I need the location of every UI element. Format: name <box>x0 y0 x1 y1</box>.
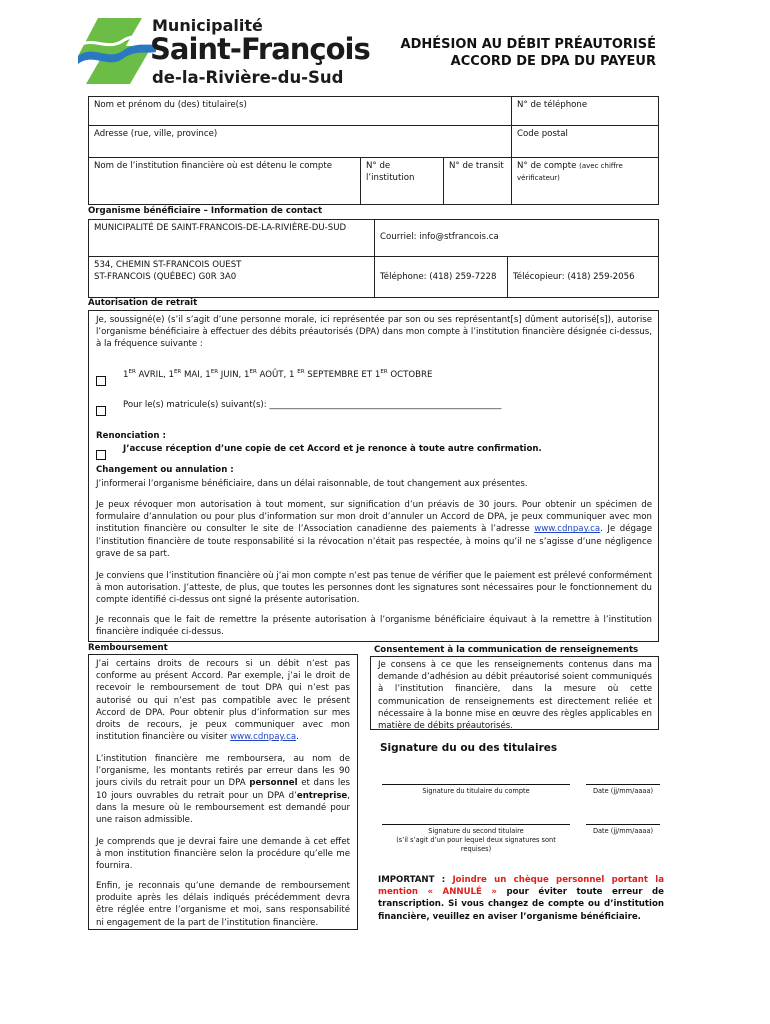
holder-address-label: Adresse (rue, ville, province) <box>94 129 218 139</box>
holder-address-field[interactable] <box>88 125 512 158</box>
not-held-paragraph: Je conviens que l’institution financière où j’ai mon compte n’est pas tenue de vérifier que le paiement est prélevé conformément à mon autorisation. J’atteste, de plus, que toutes les personnes dont les signatures sont nécessaires pour le fonctionnement du compte identifié ci-dessus ont signé la présente autorisation. <box>96 571 652 606</box>
signature-label-1: Signature du titulaire du compte <box>422 787 530 795</box>
signature-label-2: Signature du second titulaire (s’il s’agit d’un pour lequel deux signatures sont requises) <box>396 827 556 853</box>
date-line-1[interactable] <box>586 784 660 785</box>
logo-line-2: Saint-François <box>150 32 370 66</box>
matricule-field[interactable]: Pour le(s) matricule(s) suivant(s): ______________________________________________________ <box>123 400 502 410</box>
change-heading: Changement ou annulation : <box>96 465 234 475</box>
account-number-note: (avec chiffre vérificateur) <box>517 162 623 182</box>
refund-cdnpay-link[interactable]: www.cdnpay.ca <box>230 732 297 743</box>
title-line-2: ACCORD DE DPA DU PAYEUR <box>450 54 656 69</box>
consent-text: Je consens à ce que les renseignements contenus dans ma demande d’adhésion au débit préautorisé soient communiqués à l’institution financière, dans la mesure où cette communication de renseignements est directement reliée et nécessaire à la bonne mise en œuvre des règles applicables en matière de débits préautorisés. <box>378 660 652 732</box>
logo-emblem <box>74 16 158 86</box>
consent-heading: Consentement à la communication de renseignements <box>374 645 639 655</box>
holder-phone-label: N° de téléphone <box>517 100 588 110</box>
renunciation-checkbox[interactable] <box>96 444 106 463</box>
transit-number-label: N° de transit <box>449 161 504 171</box>
logo-line-1: Municipalité <box>152 16 263 35</box>
renunciation-text: J’accuse réception d’une copie de cet Accord et je renonce à toute autre confirmation. <box>123 444 542 454</box>
authorization-paragraph: Je, soussigné(e) (s’il s’agit d’une personne morale, ici représentée par son ou ses représentant[s] dûment autorisé[s]), autorise l’organisme bénéficiaire à effectuer des débits préautorisés (DPA) dans mon compte à l’institution financière désignée ci-dessus, à la fréquence suivante : <box>96 315 652 350</box>
beneficiary-address <box>88 256 375 298</box>
delivery-paragraph: Je reconnais que le fait de remettre la présente autorisation à l’organisme bénéficiaire équivaut à la remettre à l’institution financière indiquée ci-dessus. <box>96 615 652 638</box>
frequency-dates: 1ER AVRIL, 1ER MAI, 1ER JUIN, 1ER AOÛT, 1 $^{ER}$ SEPTEMBRE ET 1ER OCTOBRE <box>123 369 433 380</box>
logo-line-3: de-la-Rivière-du-Sud <box>152 68 344 87</box>
refund-paragraph-3: Je comprends que je devrai faire une demande à cet effet à mon institution financière selon la procédure qu’elle me fournira. <box>96 837 350 872</box>
change-text: J’informerai l’organisme bénéficiaire, dans un délai raisonnable, de tout changement aux présentes. <box>96 479 528 489</box>
beneficiary-address-line-2: ST-FRANCOIS (QUÉBEC) G0R 3A0 <box>94 272 237 282</box>
institution-number-label: N° de l’institution <box>366 161 415 183</box>
institution-name-field[interactable] <box>88 157 361 205</box>
institution-name-label: Nom de l’institution financière où est détenu le compte <box>94 161 332 171</box>
institution-number-field[interactable] <box>360 157 444 205</box>
holder-postal-label: Code postal <box>517 129 568 139</box>
refund-paragraph-2: L’institution financière me remboursera, au nom de l’organisme, les montants retirés par erreur dans les 90 jours civils du retrait pour un DPA personnel et dans les 10 jours ouvrables du retrait pour un DPA d’entreprise, dans la mesure où le remboursement est demandé pour une raison admissible. <box>96 754 350 826</box>
signature-line-1[interactable] <box>382 784 570 785</box>
page-title <box>360 36 656 70</box>
frequency-checkbox[interactable] <box>96 370 106 389</box>
beneficiary-name: MUNICIPALITÉ DE SAINT-FRANCOIS-DE-LA-RIVIÈRE-DU-SUD <box>88 219 375 257</box>
title-line-1: ADHÉSION AU DÉBIT PRÉAUTORISÉ <box>400 37 656 52</box>
holder-phone-field[interactable] <box>511 96 659 126</box>
refund-heading: Remboursement <box>88 643 168 653</box>
holder-name-label: Nom et prénom du (des) titulaire(s) <box>94 100 247 110</box>
refund-paragraph-1: J’ai certains droits de recours si un débit n’est pas conforme au présent Accord. Par exemple, j’ai le droit de recevoir le remboursement de tout DPA qui n’est pas autorisé ou qui n’est pas compatible avec le présent Accord de DPA. Pour obtenir plus d’information sur mes droits de recours, je peux communiquer avec mon institution financière ou visiter www.cdnpay.ca. <box>96 659 350 743</box>
account-number-field[interactable] <box>511 157 659 205</box>
revocation-paragraph: Je peux révoquer mon autorisation à tout moment, sur signification d’un préavis de 30 jours. Pour obtenir un spécimen de formulaire d’annulation ou pour plus d’information sur mon droit d’annuler un Accord de DPA, je peux communiquer avec mon institution financière ou consulter le site de l’Association canadienne des paiements à l’adresse www.cdnpay.ca. Je dégage l’institution financière de toute responsabilité si la révocation n’était pas respectée, à moins qu’il ne s’agisse d’une négligence grave de sa part. <box>96 500 652 559</box>
authorization-heading: Autorisation de retrait <box>88 298 198 308</box>
signature-heading: Signature du ou des titulaires <box>380 742 558 754</box>
beneficiary-heading: Organisme bénéficiaire – Information de contact <box>88 206 323 216</box>
holder-postal-field[interactable] <box>511 125 659 158</box>
signature-line-2[interactable] <box>382 824 570 825</box>
beneficiary-email: Courriel: info@stfrancois.ca <box>374 219 659 257</box>
date-label-2: Date (jj/mm/aaaa) <box>592 827 654 835</box>
beneficiary-fax: Télécopieur: (418) 259-2056 <box>507 256 659 298</box>
transit-number-field[interactable] <box>443 157 512 205</box>
beneficiary-phone: Téléphone: (418) 259-7228 <box>374 256 508 298</box>
account-number-label: N° de compte <box>517 161 577 171</box>
renunciation-heading: Renonciation : <box>96 431 166 441</box>
holder-name-field[interactable] <box>88 96 512 126</box>
matricule-checkbox[interactable] <box>96 400 106 419</box>
cdnpay-link[interactable]: www.cdnpay.ca <box>534 524 601 535</box>
date-line-2[interactable] <box>586 824 660 825</box>
municipality-logo <box>74 12 370 92</box>
date-label-1: Date (jj/mm/aaaa) <box>592 787 654 795</box>
refund-paragraph-4: Enfin, je reconnais qu’une demande de remboursement produite après les délais indiqués précédemment devra être réglée entre l’organisme et moi, sans responsabilité ni engagement de la part de l’institution financière. <box>96 881 350 928</box>
important-notice: IMPORTANT : Joindre un chèque personnel portant la mention « ANNULÉ » pour éviter toute erreur de transcription. Si vous changez de compte ou d’institution financière, veuillez en aviser l’organisme bénéficiaire. <box>378 875 665 922</box>
beneficiary-address-line-1: 534, CHEMIN ST-FRANCOIS OUEST <box>94 260 242 270</box>
